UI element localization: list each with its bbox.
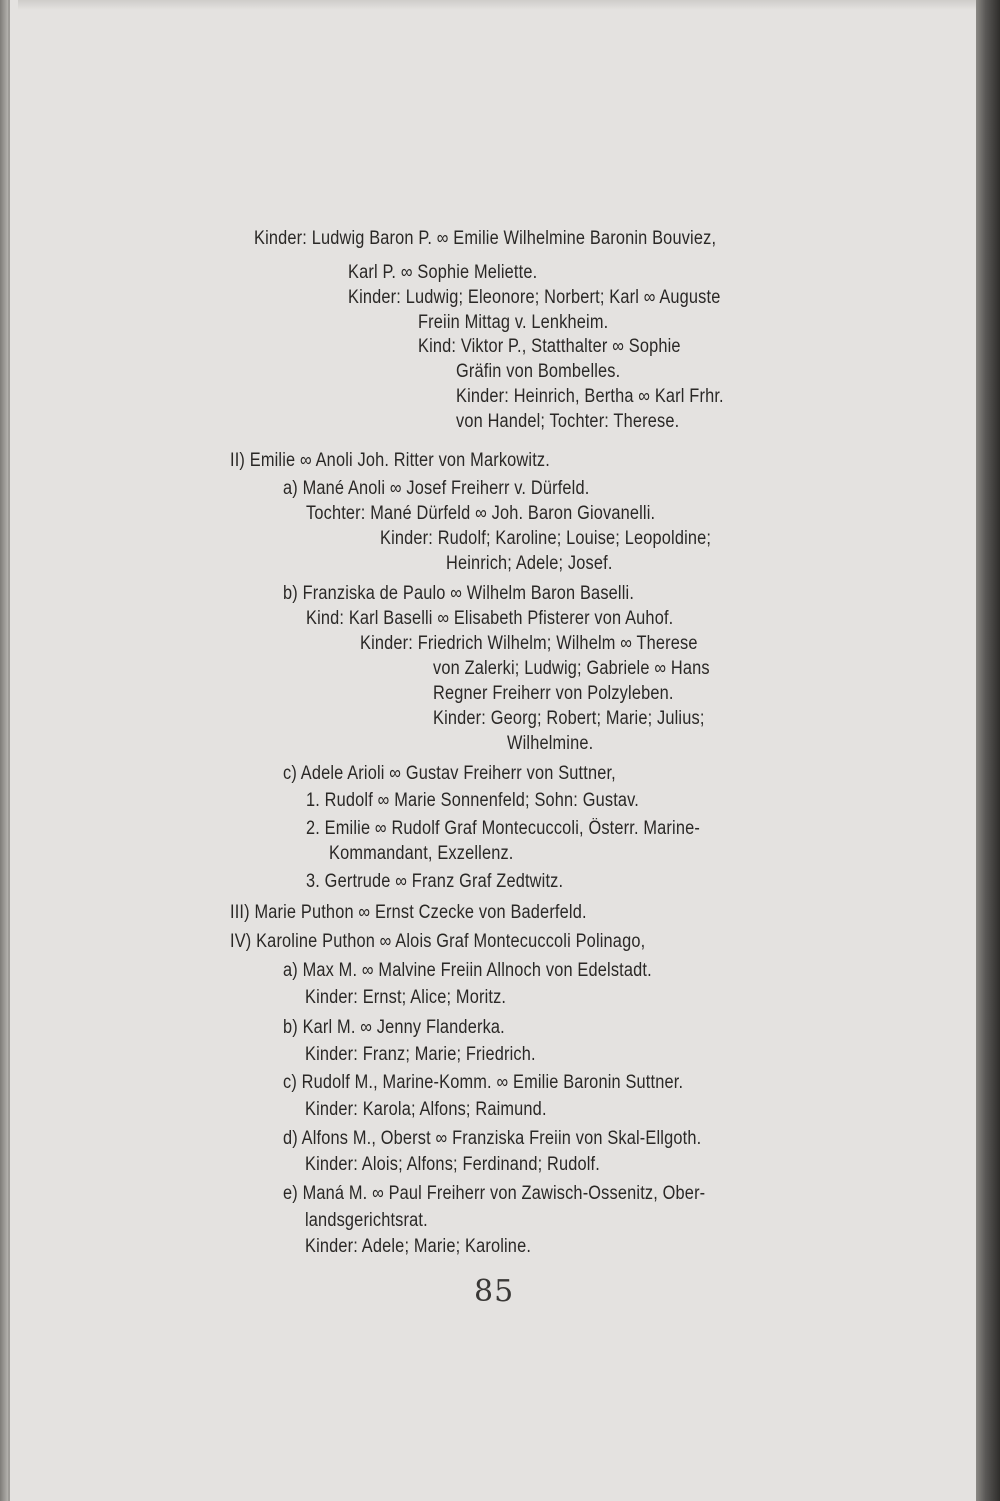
text-line: Kinder: Rudolf; Karoline; Louise; Leopoldine; bbox=[380, 528, 712, 549]
text-line: e) Maná M. ∞ Paul Freiherr von Zawisch-Ossenitz, Ober- bbox=[283, 1183, 706, 1204]
text-line: 3. Gertrude ∞ Franz Graf Zedtwitz. bbox=[306, 871, 564, 892]
text-line: Karl P. ∞ Sophie Meliette. bbox=[348, 262, 538, 283]
text-line: III) Marie Puthon ∞ Ernst Czecke von Baderfeld. bbox=[230, 902, 587, 923]
book-spine bbox=[0, 0, 8, 1501]
text-line: Tochter: Mané Dürfeld ∞ Joh. Baron Giovanelli. bbox=[306, 503, 656, 524]
text-line: Kinder: Alois; Alfons; Ferdinand; Rudolf. bbox=[305, 1154, 600, 1175]
text-line: b) Franziska de Paulo ∞ Wilhelm Baron Baselli. bbox=[283, 583, 635, 604]
text-line: Kind: Viktor P., Statthalter ∞ Sophie bbox=[418, 336, 681, 357]
book-page bbox=[8, 0, 978, 1501]
text-line: Kinder: Ernst; Alice; Moritz. bbox=[305, 987, 507, 1008]
text-line: von Zalerki; Ludwig; Gabriele ∞ Hans bbox=[433, 658, 710, 679]
text-line: Heinrich; Adele; Josef. bbox=[446, 553, 613, 574]
text-line: IV) Karoline Puthon ∞ Alois Graf Montecuccoli Polinago, bbox=[230, 931, 646, 952]
page-number: 85 bbox=[474, 1274, 515, 1309]
text-line: a) Mané Anoli ∞ Josef Freiherr v. Dürfeld. bbox=[283, 478, 590, 499]
text-line: II) Emilie ∞ Anoli Joh. Ritter von Markowitz. bbox=[230, 450, 550, 471]
text-line: Wilhelmine. bbox=[507, 733, 594, 754]
text-line: Kinder: Adele; Marie; Karoline. bbox=[305, 1236, 532, 1257]
text-line: Kinder: Karola; Alfons; Raimund. bbox=[305, 1099, 547, 1120]
page-edge-shadow bbox=[976, 0, 1000, 1501]
page-top-shadow bbox=[18, 0, 986, 10]
text-line: Kinder: Franz; Marie; Friedrich. bbox=[305, 1044, 536, 1065]
text-line: Gräfin von Bombelles. bbox=[456, 361, 621, 382]
text-line: 1. Rudolf ∞ Marie Sonnenfeld; Sohn: Gustav. bbox=[306, 790, 640, 811]
text-line: Kind: Karl Baselli ∞ Elisabeth Pfisterer von Auhof. bbox=[306, 608, 674, 629]
text-line: b) Karl M. ∞ Jenny Flanderka. bbox=[283, 1017, 505, 1038]
text-line: von Handel; Tochter: Therese. bbox=[456, 411, 680, 432]
text-line: Freiin Mittag v. Lenkheim. bbox=[418, 312, 609, 333]
text-line: Kinder: Georg; Robert; Marie; Julius; bbox=[433, 708, 705, 729]
text-line: Kinder: Heinrich, Bertha ∞ Karl Frhr. bbox=[456, 386, 724, 407]
text-line: Kinder: Ludwig; Eleonore; Norbert; Karl ∞ Auguste bbox=[348, 287, 721, 308]
text-line: Kommandant, Exzellenz. bbox=[329, 843, 514, 864]
text-line: Regner Freiherr von Polzyleben. bbox=[433, 683, 674, 704]
text-line: c) Adele Arioli ∞ Gustav Freiherr von Suttner, bbox=[283, 763, 616, 784]
text-line: landsgerichtsrat. bbox=[305, 1210, 428, 1231]
text-line: d) Alfons M., Oberst ∞ Franziska Freiin von Skal-Ellgoth. bbox=[283, 1128, 702, 1149]
text-line: 2. Emilie ∞ Rudolf Graf Montecuccoli, Österr. Marine- bbox=[306, 818, 700, 839]
text-line: c) Rudolf M., Marine-Komm. ∞ Emilie Baronin Suttner. bbox=[283, 1072, 684, 1093]
text-line: a) Max M. ∞ Malvine Freiin Allnoch von Edelstadt. bbox=[283, 960, 652, 981]
text-line: Kinder: Friedrich Wilhelm; Wilhelm ∞ Therese bbox=[360, 633, 698, 654]
text-line: Kinder: Ludwig Baron P. ∞ Emilie Wilhelmine Baronin Bouviez, bbox=[254, 228, 717, 249]
